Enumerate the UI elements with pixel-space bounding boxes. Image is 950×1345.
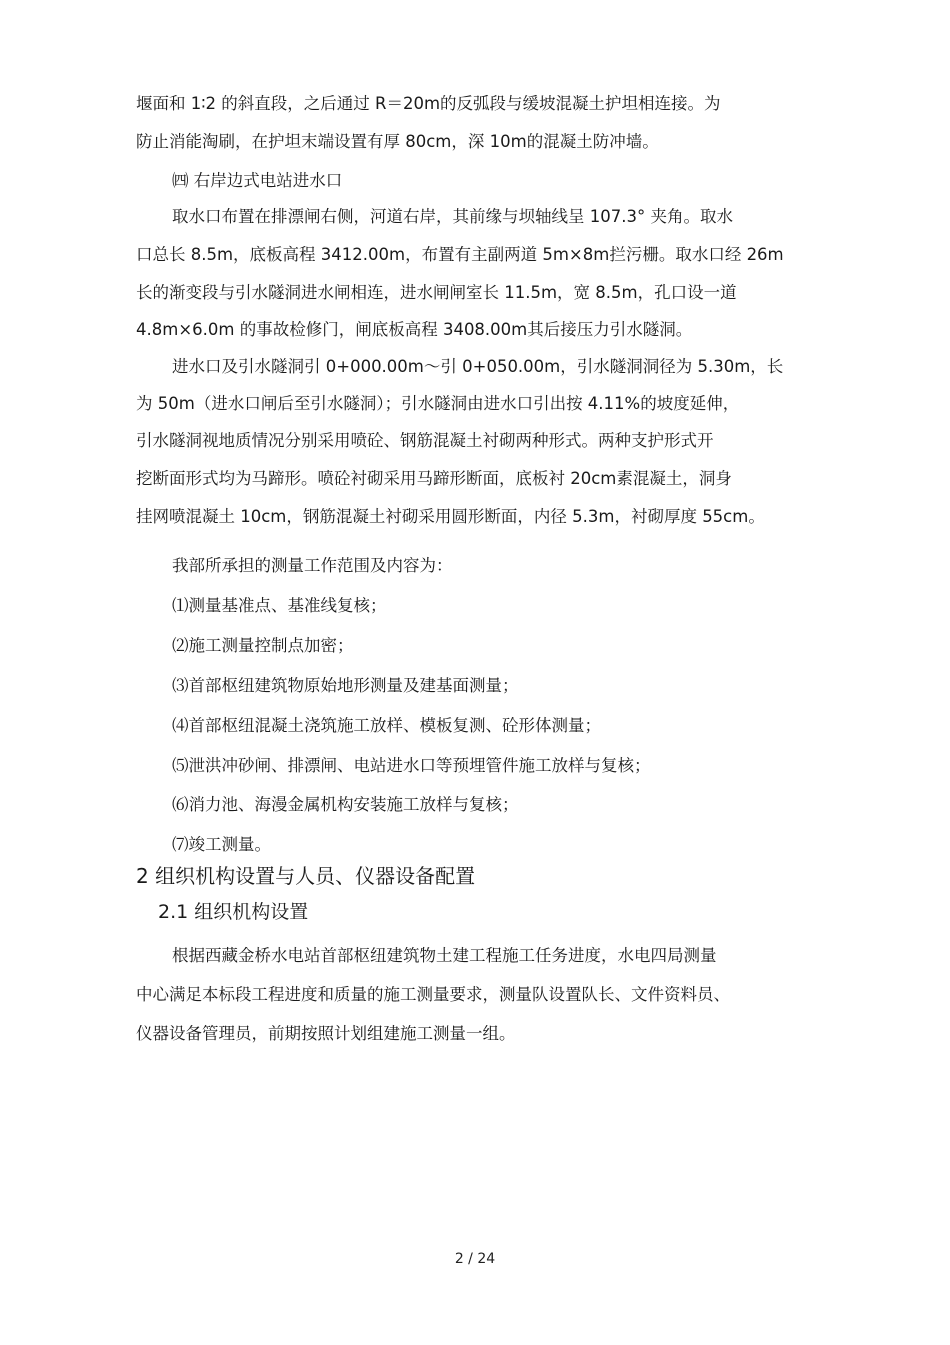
paragraph-3-line-5: 挂网喷混凝土 10cm，钢筋混凝土衬砌采用圆形断面，内径 5.3m，衬砌厚度 55cm。 bbox=[136, 507, 765, 526]
scope-item-5: ⑸泄洪冲砂闸、排漂闸、电站进水口等预埋管件施工放样与复核； bbox=[172, 756, 651, 775]
paragraph-2-line-1: 取水口布置在排漂闸右侧，河道右岸，其前缘与坝轴线呈 107.3° 夹角。取水 bbox=[172, 207, 733, 226]
paragraph-4-line-1: 根据西藏金桥水电站首部枢纽建筑物土建工程施工任务进度，水电四局测量 bbox=[172, 946, 717, 965]
scope-item-1: ⑴测量基准点、基准线复核； bbox=[172, 596, 387, 615]
paragraph-2-line-3: 长的渐变段与引水隧洞进水闸相连，进水闸闸室长 11.5m，宽 8.5m，孔口设一道 bbox=[136, 283, 737, 302]
paragraph-4-line-3: 仪器设备管理员，前期按照计划组建施工测量一组。 bbox=[136, 1024, 516, 1043]
paragraph-3-line-4: 挖断面形式均为马蹄形。喷砼衬砌采用马蹄形断面，底板衬 20cm素混凝土，洞身 bbox=[136, 469, 732, 488]
scope-item-3: ⑶首部枢纽建筑物原始地形测量及建基面测量； bbox=[172, 676, 519, 695]
subheading-4: ㈣ 右岸边式电站进水口 bbox=[172, 171, 343, 190]
paragraph-1-line-2: 防止消能淘刷，在护坦末端设置有厚 80cm，深 10m的混凝土防冲墙。 bbox=[136, 132, 659, 151]
section-heading-2-1: 2.1 组织机构设置 bbox=[158, 901, 309, 923]
paragraph-3-line-1: 进水口及引水隧洞引 0+000.00m～引 0+050.00m，引水隧洞洞径为 5.30m，长 bbox=[172, 357, 784, 376]
scope-intro: 我部所承担的测量工作范围及内容为： bbox=[172, 556, 453, 575]
page-number: 2 / 24 bbox=[454, 1251, 496, 1267]
paragraph-1-line-1: 堰面和 1∶2 的斜直段，之后通过 R＝20m的反弧段与缓坡混凝土护坦相连接。为 bbox=[136, 94, 721, 113]
scope-item-4: ⑷首部枢纽混凝土浇筑施工放样、模板复测、砼形体测量； bbox=[172, 716, 601, 735]
scope-item-6: ⑹消力池、海漫金属机构安装施工放样与复核； bbox=[172, 795, 519, 814]
paragraph-2-line-4: 4.8m×6.0m 的事故检修门，闸底板高程 3408.00m其后接压力引水隧洞。 bbox=[136, 320, 693, 339]
paragraph-2-line-2: 口总长 8.5m，底板高程 3412.00m，布置有主副两道 5m×8m拦污栅。取水口经 26m bbox=[136, 245, 784, 264]
paragraph-3-line-2: 为 50m（进水口闸后至引水隧洞）；引水隧洞由进水口引出按 4.11%的坡度延伸， bbox=[136, 394, 740, 413]
scope-item-7: ⑺竣工测量。 bbox=[172, 835, 271, 854]
section-heading-2: 2 组织机构设置与人员、仪器设备配置 bbox=[136, 864, 476, 888]
paragraph-3-line-3: 引水隧洞视地质情况分别采用喷砼、钢筋混凝土衬砌两种形式。两种支护形式开 bbox=[136, 431, 714, 450]
scope-item-2: ⑵施工测量控制点加密； bbox=[172, 636, 354, 655]
paragraph-4-line-2: 中心满足本标段工程进度和质量的施工测量要求，测量队设置队长、文件资料员、 bbox=[136, 985, 730, 1004]
